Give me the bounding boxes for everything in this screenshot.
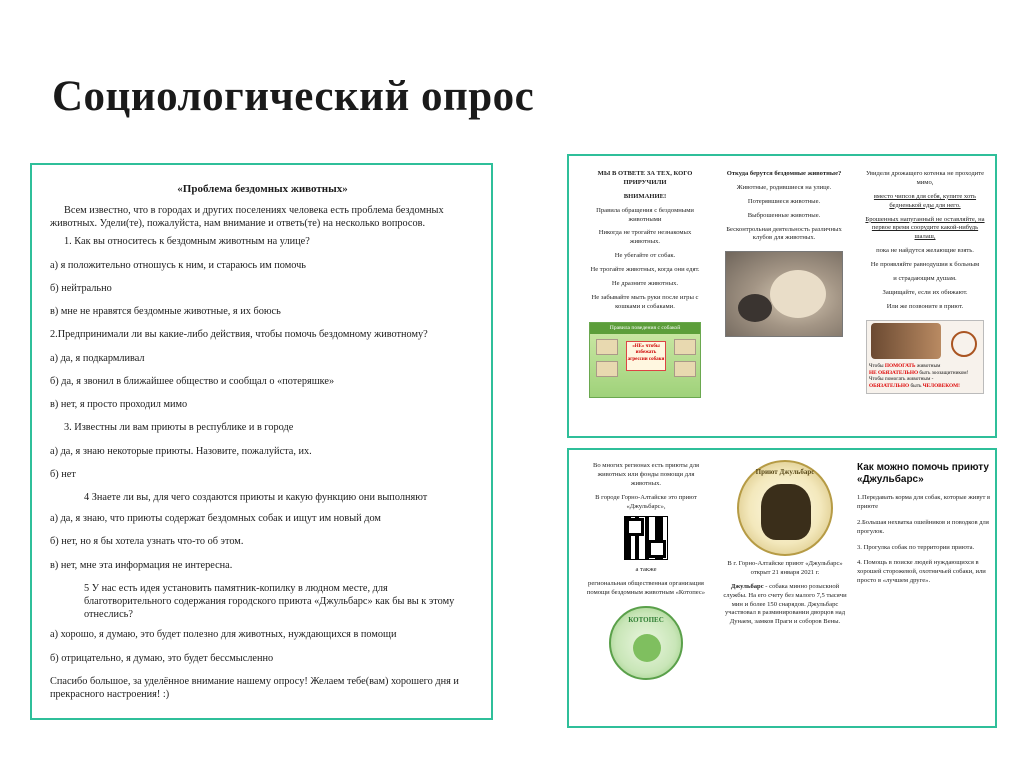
- help-item: 1.Передавать корма для собак, которые живут в приюте: [857, 494, 991, 510]
- col2-heading: Откуда берутся бездомные животные?: [726, 170, 842, 177]
- source-line: Выброшенные животные.: [747, 211, 821, 219]
- help-item: 4. Помощь в поиске людей нуждающихся в хорошей сторожевой, охотничьей собаки, или просто в «лучшем друге».: [857, 559, 986, 585]
- brochure-front-col3: [861, 170, 989, 438]
- poster-picture: [674, 361, 696, 377]
- poster-badge: «НЕ» чтобы избежать агрессии собаки: [626, 341, 666, 371]
- survey-line: б) отрицательно, я думаю, это будет бессмысленно: [50, 652, 274, 664]
- kotopes-logo: КОТОПЕС: [609, 606, 683, 680]
- survey-intro: Всем известно, что в городах и других поселениях человека есть проблема бездомных животных. Удели(те), пожалуйста, нам внимание и ответь(те) на несколько вопросов.: [50, 204, 444, 229]
- slide-title: Социологический опрос: [52, 73, 535, 120]
- survey-line: в) мне не нравятся бездомные животные, я их боюсь: [50, 306, 281, 318]
- survey-line: б) нет, но я бы хотела узнать что-то об этом.: [50, 536, 244, 548]
- advice-line: и страдающим душам.: [893, 275, 957, 283]
- help-item: 3. Прогулка собак по территории приюта.: [857, 543, 975, 551]
- survey-line: а) да, я знаю некоторые приюты. Назовите, пожалуйста, их.: [50, 445, 312, 457]
- shelter-text: В городе Горно-Алтайске это приют «Джульбарс»,: [595, 493, 697, 510]
- dog-hand-photo: [866, 320, 984, 394]
- survey-line: а) да, я подкармливал: [50, 352, 145, 364]
- opening-text: В г. Горно-Алтайске приют «Джульбарс» открыт 21 января 2021 г.: [727, 560, 843, 576]
- brochure-front-col2: [719, 170, 849, 438]
- survey-line: в) нет, мне эта информация не интересна.: [50, 559, 233, 571]
- brochure-front-col1: [585, 170, 705, 438]
- dzhulbars-story: Джульбарс - собака минно розыскной службы. На его счету без малого 7,5 тысячи мин и более 150 снарядов. Джульбарс участвовал в разминировании дворцов над Дунаем, замков Праги и соборов Вены.: [723, 582, 847, 626]
- poster-picture: [674, 339, 696, 355]
- advice-line: вместо чипсов для себя, купите хоть бедненькой еды для него.: [873, 192, 977, 209]
- rule-line: Правила обращения с бездомными животными: [596, 206, 694, 223]
- advice-line: Не проявляйте равнодушия к больным: [870, 261, 980, 269]
- rule-line: Не убегайте от собак.: [614, 252, 676, 260]
- advice-line: Или же позвоните в приют.: [886, 302, 964, 310]
- survey-line: в) нет, я просто проходил мимо: [50, 399, 188, 411]
- cat-shape: [738, 294, 772, 322]
- shepherd-dog-icon: [761, 484, 811, 540]
- col1-heading: МЫ В ОТВЕТЕ ЗА ТЕХ, КОГО ПРИРУЧИЛИ: [597, 170, 693, 186]
- survey-line: а) я положительно отношусь к ним, и стараюсь им помочь: [50, 259, 306, 271]
- rule-line: Не забывайте мыть руки после игры с кошками и собаками.: [591, 293, 699, 310]
- dzhulbars-logo: Приют Джульбарс: [737, 460, 833, 556]
- advice-line: Увидели дрожащего котенка не проходите мимо,: [865, 170, 985, 186]
- paw-icon: [951, 331, 977, 357]
- survey-line: 1. Как вы относитесь к бездомным животным на улице?: [64, 236, 310, 248]
- photo-caption: Чтобы ПОМОГАТЬ животным НЕ ОБЯЗАТЕЛЬНО быть зоозащитником! Чтобы помогать животным - ОБЯЗАТЕЛЬНО быть ЧЕЛОВЕКОМ!: [869, 362, 969, 390]
- dog-cat-photo: [725, 251, 843, 337]
- survey-line: 2.Предпринимали ли вы какие-либо действия, чтобы помочь бездомному животному?: [50, 329, 428, 341]
- poster-title: Правила поведения с собакой: [590, 323, 700, 335]
- survey-line: 5 У нас есть идея установить памятник-копилку в людном месте, для благотворительного содержания городского приюта «Джульбарс» как бы вы к этому отнеслись?: [84, 582, 455, 620]
- survey-lines: [50, 236, 475, 665]
- source-line: Животные, родившиеся на улице.: [736, 183, 832, 191]
- help-item: 2.Большая нехватка ошейников и поводков для прогулок.: [857, 518, 989, 535]
- attention-label: ВНИМАНИЕ!: [623, 192, 667, 200]
- survey-line: б) нейтрально: [50, 282, 112, 294]
- survey-document: [30, 163, 493, 720]
- also-text: а также: [635, 566, 657, 574]
- survey-thanks: Спасибо большое, за уделённое внимание нашему опросу! Желаем тебе(вам) хорошего дня и прекрасного настроения! :): [50, 675, 459, 700]
- brochure-back-col3: [857, 462, 991, 728]
- brochure-back-col2: [719, 460, 851, 728]
- survey-title: «Проблема бездомных животных»: [177, 183, 348, 195]
- advice-line: Брошенных напуганный не оставляйте, на первое время соорудите какой-нибудь шалаш,: [865, 215, 985, 241]
- survey-line: а) да, я знаю, что приюты содержат бездомных собак и ищут им новый дом: [50, 513, 381, 525]
- source-line: Потерявшиеся животные.: [747, 197, 821, 205]
- poster-picture: [596, 361, 618, 377]
- advice-line: Защищайте, если их обижают.: [882, 288, 968, 296]
- regions-text: Во многих регионах есть приюты для животных или фонды помощи для животных.: [592, 462, 700, 487]
- source-line: Бесконтрольная деятельность различных клубов для животных.: [726, 225, 842, 242]
- dog-shape: [770, 270, 826, 318]
- survey-line: 4 Знаете ли вы, для чего создаются приюты и какую функцию они выполняют: [84, 492, 428, 504]
- paw-icon: [633, 634, 661, 662]
- advice-line: пока не найдутся желающие взять.: [876, 247, 974, 255]
- brochure-front: [567, 154, 997, 438]
- dog-photo: [871, 323, 941, 359]
- rule-line: Не дразните животных.: [611, 280, 679, 288]
- brochure-back-col1: [583, 462, 709, 728]
- brochure-back: [567, 448, 997, 728]
- survey-line: б) нет: [50, 468, 76, 480]
- kotopes-text: региональная общественная организация помощи бездомным животным «Котопес»: [586, 580, 706, 597]
- survey-line: а) хорошо, я думаю, это будет полезно для животных, нуждающихся в помощи: [50, 629, 397, 641]
- dog-rules-poster: [589, 322, 701, 398]
- survey-line: 3. Известны ли вам приюты в республике и в городе: [64, 422, 294, 434]
- survey-line: б) да, я звонил в ближайшее общество и сообщал о «потеряшке»: [50, 375, 335, 387]
- rule-line: Никогда не трогайте незнакомых животных.: [598, 229, 692, 246]
- rule-line: Не трогайте животных, когда они едят.: [590, 266, 700, 274]
- help-heading: Как можно помочь приюту «Джульбарс»: [857, 462, 989, 485]
- qr-code-icon: [624, 516, 668, 560]
- poster-picture: [596, 339, 618, 355]
